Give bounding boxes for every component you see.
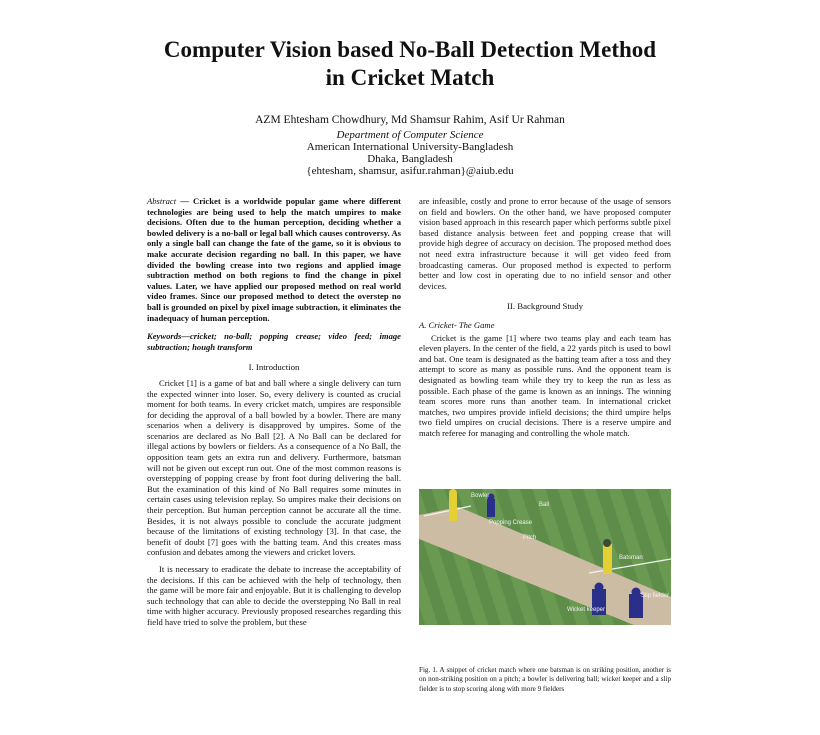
department: Department of Computer Science [336,129,484,141]
section-heading-background: II. Background Study [507,301,583,312]
striker-batsman [603,544,612,574]
keywords [147,331,401,352]
paper-title [0,36,820,92]
city: Dhaka, Bangladesh [367,153,453,165]
bowler-figure [487,499,495,517]
keywords-text: —cricket; no-ball; popping crease; video feed; image subtraction; hough transform [147,331,401,352]
university: American International University-Bangladesh [306,141,514,153]
intro-paragraph-1: Cricket [1] is a game of bat and ball where a single delivery can turn the expected winner into loser. So, every delivery is counted as crucial moment for both teams. In every cricket match, umpires are responsible for deciding the approval of a ball bowled by a bowler. There are many scenarios when a delivery is disapproved by umpires. Some of the scenarios are declared as No Ball [2]. A No Ball can be declared for illegal actions by bowlers or fielders. As a consequence of a No Ball, the opposition team gets an extra run and delivery. Furthermore, batsman will not be given out except run out. One of the most common reasons is overstepping of popping crease by front foot during delivering the ball. But the examination of this kind of No Ball requires some minutes in certain cases using television replay. So umpires make their decisions on their perception. But human perception cannot be accurate all the time. Besides, it is not always possible to conclude the accurate judgment because of the limitations of existing technology [3]. In that case, the benefit of doubt [7] goes with the batting team. And this creates mass confusion and debates among the viewers and cricket lovers. [147,377,401,558]
subsection-heading-cricket: A. Cricket- The Game [419,319,495,330]
intro-paragraph-2: It is necessary to eradicate the debate to increase the acceptability of the decisions. If this can be achieved with the help of technology, then the game will be more fair and enjoyable. But it is challenging to develop such technology that can able to decide the overstepping No Ball in real time with higher accuracy. Previously proposed researches regarding this field have tried to solve the problem, but these [147,564,401,627]
title-line-1: Computer Vision based No-Ball Detection Method [163,37,657,62]
author-block [0,114,820,177]
title-line-2: in Cricket Match [325,65,495,90]
right-column [419,196,671,438]
section-heading-introduction: I. Introduction [248,362,300,373]
label-batsman: Batsman [619,555,643,561]
figure-cricket-photo [419,489,671,625]
label-bowler: Bowler [471,493,490,499]
author-names: AZM Ehtesham Chowdhury, Md Shamsur Rahim, Asif Ur Rahman [255,114,565,126]
label-wicket-keeper: Wicket keeper [567,607,606,613]
keywords-label: Keywords [147,331,182,342]
label-pitch: Pitch [523,535,537,541]
label-ball: Ball [539,502,550,508]
emails: {ehtesham, shamsur, asifur.rahman}@aiub.edu [306,165,514,177]
left-column [147,196,401,628]
abstract-text: — Cricket is a worldwide popular game where different technologies are being used to help the match umpires to make decisions. Often due to the human perception, deciding whether a bowled delivery is a no-ball or legal ball which causes controversy. As only a single ball can change the fate of the game, so it is obvious to make accurate decision regarding no ball. In this paper, we have divided the bowling crease into two regions and applied image subtraction method on both regions to find the change in pixel values. Later, we have applied our proposed method on real world video frames. Since our proposed method to detect the overstep no ball is grounded on pixel by pixel image subtraction, it eliminates the inadequacy of human perception. [147,196,401,323]
non-striker-batsman [449,493,457,521]
background-paragraph-1: Cricket is the game [1] where two teams play and each team has eleven players. In the center of the field, a 22 yards pitch is used to bowl and bat. One team is designated as the batting team after a toss and they attempt to score as many as possible runs. And the opponent team is designated as bowling team while they try to keep the run as less as possible. Each phase of the game is known as an innings. The winning team scores more runs than another team. In international cricket matches, two umpires provide infield decisions; the third umpire helps two field umpires on crucial decisions. There is a reserve umpire and match referee for managing and controlling the whole match. [419,332,671,438]
abstract [147,196,401,323]
label-popping-crease: Popping Crease [489,520,533,526]
cricket-field-image [419,489,671,625]
intro-paragraph-3: are infeasible, costly and prone to error because of the usage of sensors on field and bowlers. On the other hand, we have proposed computer vision based approach in this research paper which performs subtle pixel based distance analysis between feet and popping crease that will provide high degree of accuracy on decision. The proposed method does not need extra infrastructure because it will get video feed from broadcasting cameras. Our proposed method is expected to perform better and low cost in operating due to no infield sensor and other devices. [419,196,671,291]
figure-caption: Fig. 1. A snippet of cricket match where one batsman is on striking position, another is on non-striking position on a pitch; a bowler is delivering ball; wicket keeper and a slip fielder is to stop scoring along with more 9 fielders [419,666,671,693]
abstract-label: Abstract [147,196,177,206]
label-slip-fielder: Slip fielder [641,593,670,599]
